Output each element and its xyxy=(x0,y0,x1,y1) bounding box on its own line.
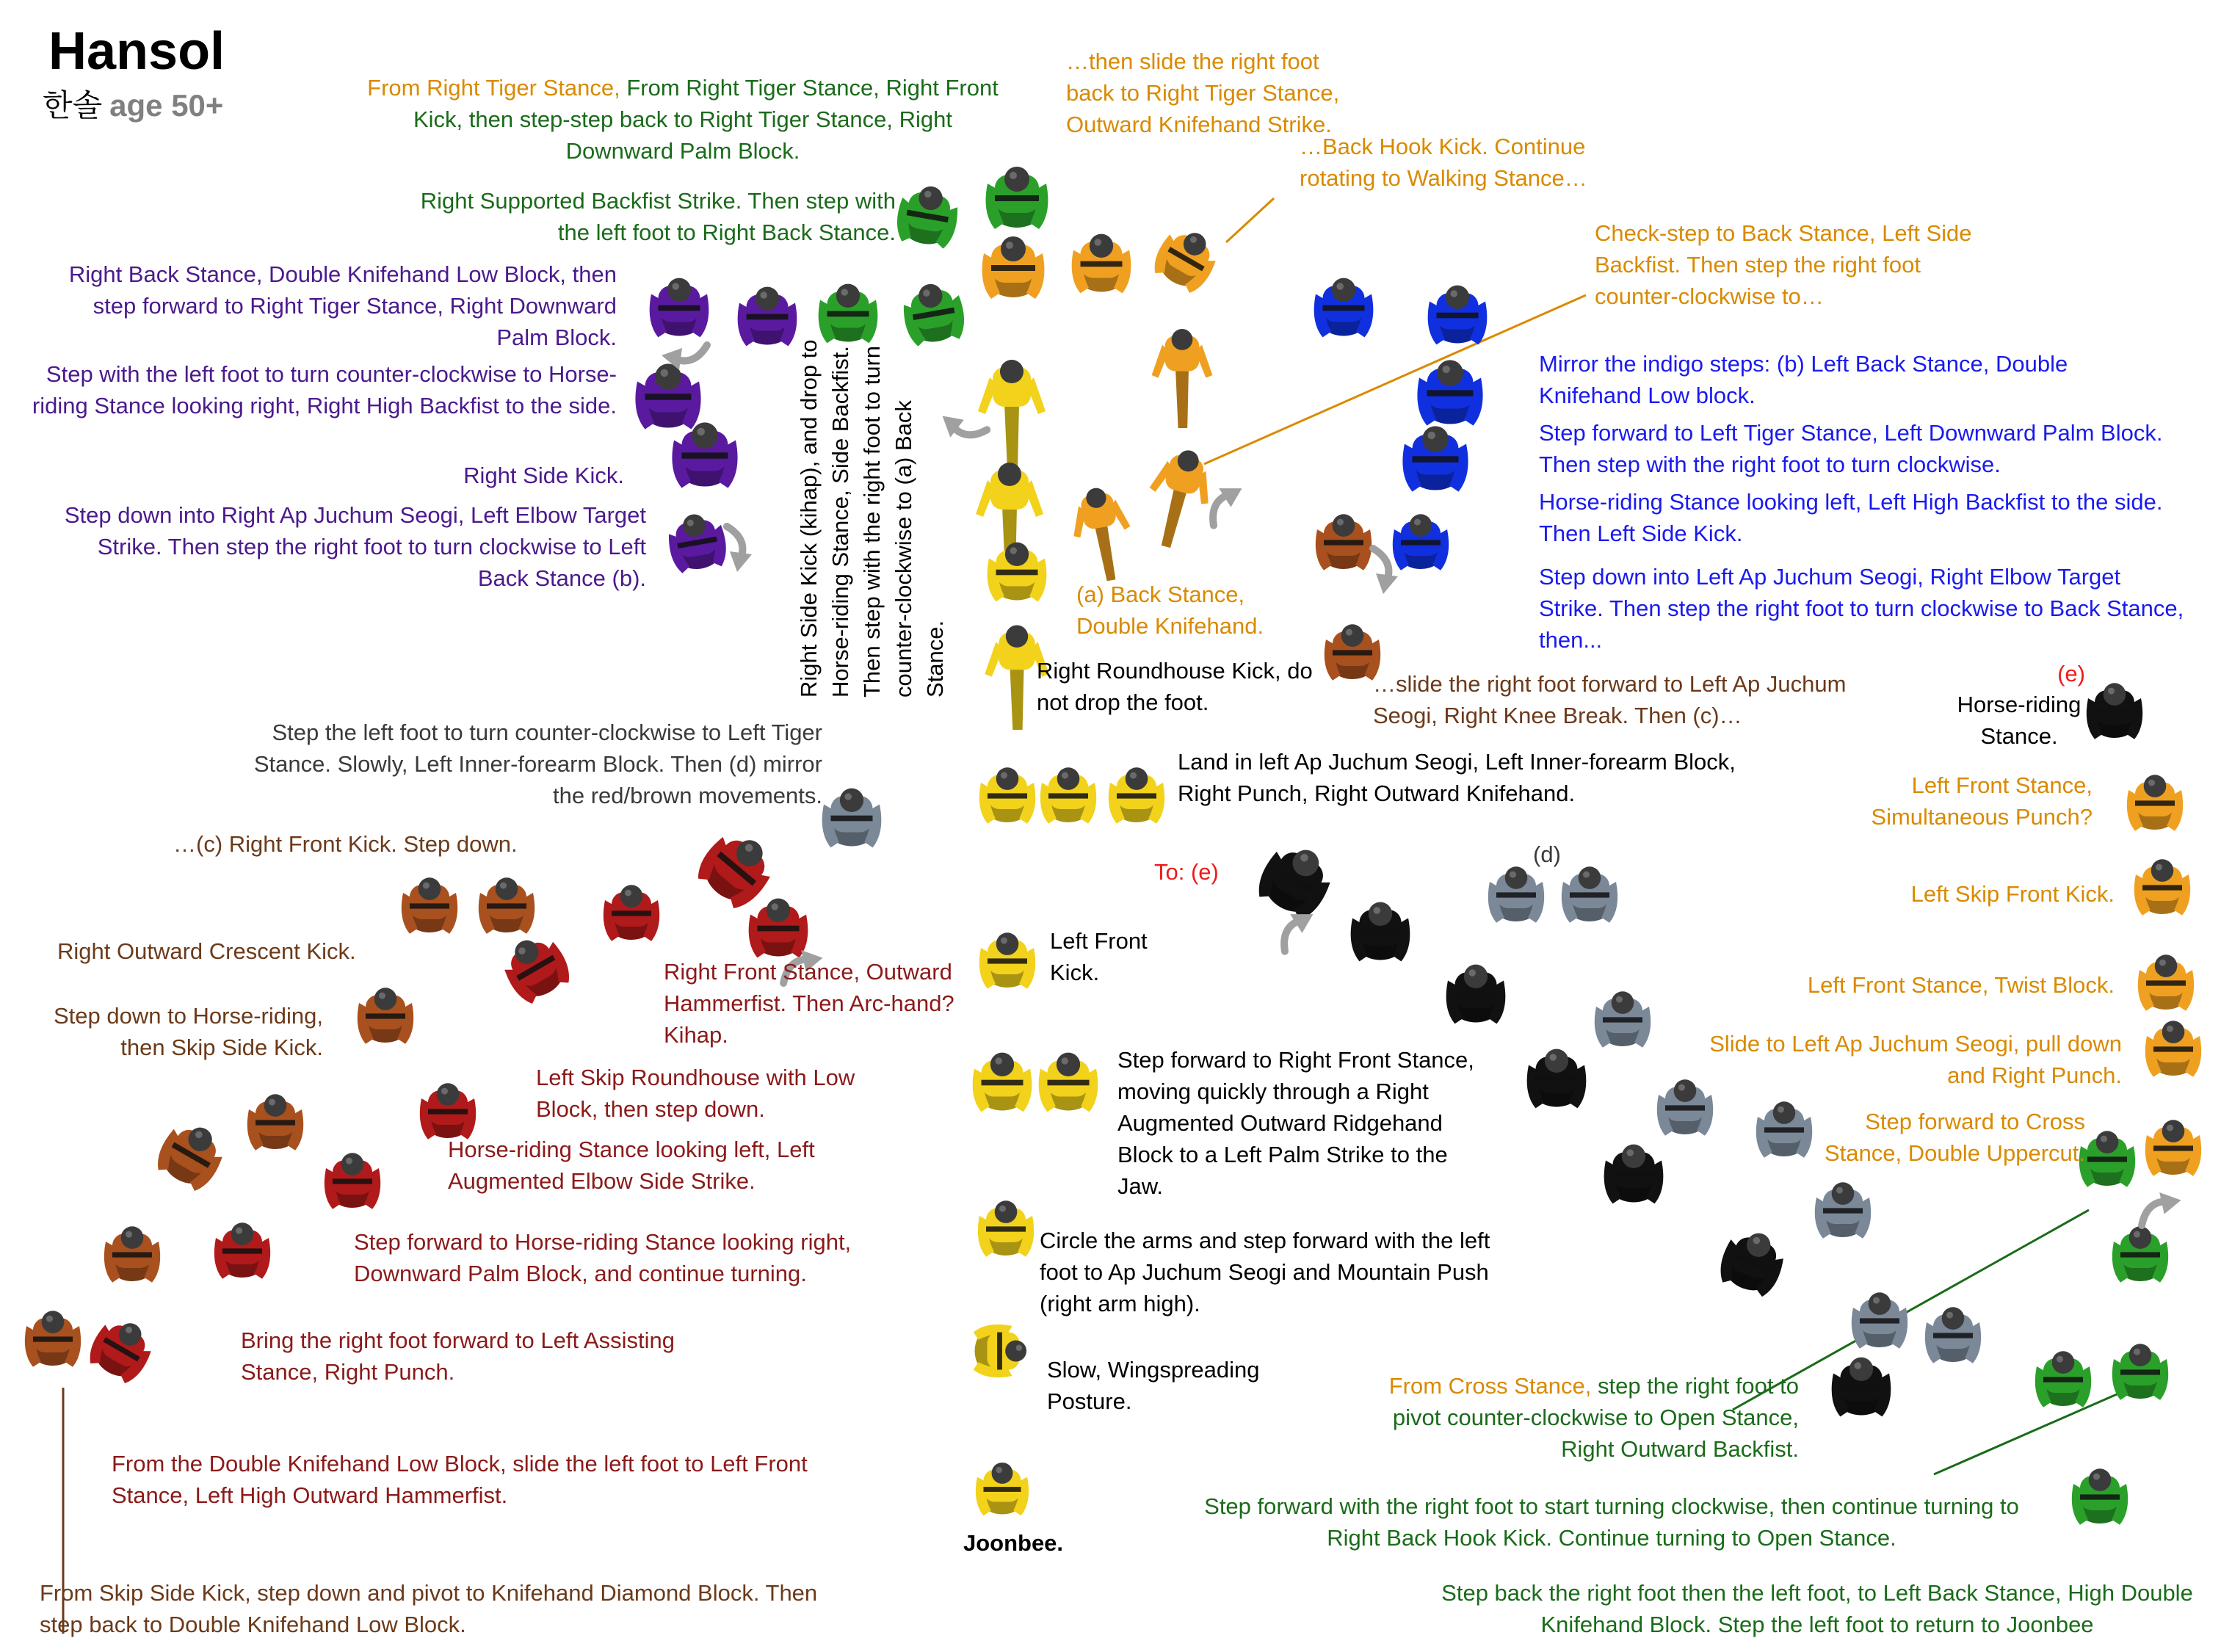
figure-yellow-joonbee xyxy=(976,1463,1029,1515)
figure-black-5 xyxy=(1604,1145,1664,1204)
caption-left-tiger-palm: Step forward to Left Tiger Stance, Left Downward Palm Block. Then step with the right foot to turn clockwise. xyxy=(1539,420,2163,477)
figure-brown-4 xyxy=(247,1094,303,1151)
caption-double-knife-hammer: From the Double Knifehand Low Block, slide the left foot to Left Front Stance, Left High Outward Hammerfist. xyxy=(112,1451,808,1508)
caption-knee-break: …slide the right foot forward to Left Ap Juchum Seogi, Right Knee Break. Then (c)… xyxy=(1373,671,1847,728)
caption-roundhouse: Right Roundhouse Kick, do not drop the foot. xyxy=(1037,658,1313,715)
caption-assisting: Bring the right foot forward to Left Assisting Stance, Right Punch. xyxy=(241,1327,675,1385)
figure-brown-2 xyxy=(479,877,535,934)
caption-c-front-kick: …(c) Right Front Kick. Step down. xyxy=(173,831,518,857)
figure-orange-3 xyxy=(1148,220,1225,297)
caption-crescent: Right Outward Crescent Kick. xyxy=(57,938,356,964)
caption-slide-ap-juchum: Slide to Left Ap Juchum Seogi, pull down and Right Punch. xyxy=(1709,1031,2122,1088)
caption-to-e: To: (e) xyxy=(1154,859,1219,885)
figure-red-4 xyxy=(495,927,576,1008)
leader-line-back-hook xyxy=(1226,198,1274,242)
figure-green-r3 xyxy=(2035,1351,2091,1408)
caption-left-skip-roundhouse: Left Skip Roundhouse with Low Block, then step down. xyxy=(536,1065,855,1122)
figure-orange-5 xyxy=(1066,483,1139,585)
figure-yellow-9 xyxy=(973,1053,1032,1112)
figure-orange-r4 xyxy=(2145,1021,2201,1077)
caption-back-hook: …Back Hook Kick. Continue rotating to Walking Stance… xyxy=(1300,134,1587,191)
page-title: Hansol xyxy=(48,22,225,81)
figure-green-r4 xyxy=(2112,1344,2168,1400)
figure-black-4 xyxy=(1527,1049,1587,1109)
caption-joonbee: Joonbee. xyxy=(963,1530,1064,1556)
caption-open-backfist xyxy=(1351,1370,1799,1465)
caption-right-side-kick: Right Side Kick. xyxy=(463,463,624,488)
caption-check-step: Check-step to Back Stance, Left Side Backfist. Then step the right foot counter-clockwise to… xyxy=(1595,220,1972,309)
figure-red-8 xyxy=(84,1311,160,1387)
figure-orange-r1 xyxy=(2127,775,2183,831)
caption-left-skip-front: Left Skip Front Kick. xyxy=(1910,881,2115,907)
caption-ap-juchum-left: Step down into Left Ap Juchum Seogi, Right Elbow Target Strike. Then step the right foot to turn clockwise to Back Stance, then... xyxy=(1539,564,2184,653)
figure-indigo-1 xyxy=(650,278,709,338)
figure-green-r2 xyxy=(2112,1226,2168,1283)
figure-brown-6 xyxy=(104,1226,160,1283)
turn-arrow-icon-green xyxy=(2133,1187,2184,1225)
figure-black-7 xyxy=(1832,1358,1891,1417)
caption-horse-left-backfist: Horse-riding Stance looking left, Left High Backfist to the side. Then Left Side Kick. xyxy=(1539,489,2163,546)
caption-e-label: (e) xyxy=(2057,661,2085,686)
figure-green-2 xyxy=(894,181,962,250)
leader-line-check-step xyxy=(1204,295,1586,464)
caption-vertical-kihap: Right Side Kick (kihap), and drop to Horse-riding Stance, Side Backfist. Then step with the right foot to turn counter-clockwise to (a) Back Stance. xyxy=(796,339,948,698)
figure-indigo-2 xyxy=(738,287,797,347)
figure-red-3 xyxy=(604,885,659,941)
caption-horse-downward: Step forward to Horse-riding Stance looking right, Downward Palm Block, and continue turning. xyxy=(354,1229,852,1286)
figure-black-2 xyxy=(1351,902,1410,962)
caption-step-left-ccw: Step with the left foot to turn counter-clockwise to Horse-riding Stance looking right, Right High Backfist to the side. xyxy=(32,361,617,419)
caption-horse-elbow: Horse-riding Stance looking left, Left Augmented Elbow Side Strike. xyxy=(448,1137,815,1194)
figure-orange-1 xyxy=(982,236,1045,299)
caption-back-hook-green: Step forward with the right foot to start turning clockwise, then continue turning to Right Back Hook Kick. Continue turning to Open Stance. xyxy=(1204,1493,2019,1551)
figure-yellow-5 xyxy=(979,767,1035,824)
caption-open-backfist-a: From Cross Stance, xyxy=(1388,1373,1592,1399)
figure-green-r5 xyxy=(2072,1468,2128,1525)
figure-gray-4 xyxy=(1595,991,1651,1048)
figure-red-1 xyxy=(691,822,783,915)
figure-red-7 xyxy=(214,1222,270,1279)
figure-orange-r3 xyxy=(2138,954,2194,1011)
caption-a-back-stance: (a) Back Stance, Double Knifehand. xyxy=(1076,582,1264,639)
caption-e-horse: Horse-riding Stance. xyxy=(1957,692,2081,749)
figure-orange-kick xyxy=(1152,329,1213,428)
figure-brown-1 xyxy=(402,877,457,934)
caption-left-front-simul: Left Front Stance, Simultaneous Punch? xyxy=(1871,772,2093,830)
figure-gray-3 xyxy=(1562,866,1617,923)
figure-yellow-10 xyxy=(1039,1053,1098,1112)
caption-slide-back: …then slide the right foot back to Right Tiger Stance, Outward Knifehand Strike. xyxy=(1066,48,1340,137)
figure-blue-1 xyxy=(1314,278,1374,338)
age-label: age 50+ xyxy=(109,88,224,123)
figure-brown-7 xyxy=(25,1311,81,1367)
caption-left-tiger-slow: Step the left foot to turn counter-clockwise to Left Tiger Stance. Slowly, Left Inner-forearm Block. Then (d) mirror the red/brown movements. xyxy=(253,720,822,808)
caption-supported-backfist: Right Supported Backfist Strike. Then step with the left foot to Right Back Stance. xyxy=(420,188,896,245)
caption-left-front-twist: Left Front Stance, Twist Block. xyxy=(1807,972,2115,998)
caption-tiger1: From Right Tiger Stance, From Right Tiger Stance, Right Front Kick, then step-step back to Right Tiger Stance, Right Downward Palm Block. xyxy=(367,75,999,164)
caption-d-label: (d) xyxy=(1533,841,1561,867)
figure-red-2 xyxy=(749,899,808,958)
caption-mountain-push: Circle the arms and step forward with the left foot to Ap Juchum Seogi and Mountain Push (right arm high). xyxy=(1040,1228,1490,1316)
caption-rbs-double: Right Back Stance, Double Knifehand Low Block, then step forward to Right Tiger Stance, Right Downward Palm Block. xyxy=(68,261,617,350)
figure-blue-2 xyxy=(1428,286,1488,345)
figure-gray-7 xyxy=(1815,1182,1871,1239)
figure-blue-3 xyxy=(1417,360,1482,425)
figure-yellow-12 xyxy=(974,1325,1026,1377)
figure-red-6 xyxy=(325,1153,380,1209)
caption-left-front-kick: Left Front Kick. xyxy=(1050,928,1148,985)
caption-left-back-high: Step back the right foot then the left foot, to Left Back Stance, High Double Knifehand Block. Step the left foot to return to Joonbee xyxy=(1441,1580,2193,1637)
caption-mirror-indigo: Mirror the indigo steps: (b) Left Back Stance, Double Knifehand Low block. xyxy=(1539,351,2068,408)
leader-line-left-back xyxy=(1934,1384,2140,1474)
caption-open-backfist-b: step the right foot to pivot counter-clockwise to Open Stance, Right Outward Backfist. xyxy=(1392,1373,1799,1462)
figure-blue-4 xyxy=(1402,426,1468,491)
figure-gray-9 xyxy=(1925,1307,1981,1363)
figure-yellow-1 xyxy=(978,360,1046,470)
turn-arrow-icon-indigo xyxy=(727,526,752,572)
figure-yellow-3 xyxy=(988,543,1047,602)
figure-orange-r5 xyxy=(2145,1120,2201,1176)
figure-green-1 xyxy=(986,167,1048,229)
figure-gray-1 xyxy=(822,789,882,848)
figure-green-r1 xyxy=(2079,1131,2135,1187)
figure-indigo-4 xyxy=(672,422,737,488)
figure-red-5 xyxy=(420,1083,476,1140)
caption-ap-juchum-right: Step down into Right Ap Juchum Seogi, Left Elbow Target Strike. Then step the right foot to turn clockwise to Left Back Stance (b). xyxy=(64,502,646,591)
figure-yellow-7 xyxy=(1109,767,1164,824)
caption-step-down-horse: Step down to Horse-riding, then Skip Side Kick. xyxy=(53,1003,323,1060)
caption-skip-side-diamond: From Skip Side Kick, step down and pivot to Knifehand Diamond Block. Then step back to Double Knifehand Low Block. xyxy=(40,1580,818,1637)
caption-right-front-hammer: Right Front Stance, Outward Hammerfist. Then Arc-hand? Kihap. xyxy=(664,959,954,1048)
figure-black-6 xyxy=(1714,1224,1790,1300)
figure-brown-top xyxy=(1316,514,1372,570)
figure-black-3 xyxy=(1446,965,1506,1024)
figure-blue-5 xyxy=(1393,514,1449,570)
caption-land-left-ap: Land in left Ap Juchum Seogi, Left Inner-forearm Block, Right Punch, Right Outward Knifehand. xyxy=(1178,749,1736,806)
caption-wingspreading: Slow, Wingspreading Posture. xyxy=(1047,1357,1260,1414)
figure-brown-5 xyxy=(151,1115,231,1195)
caption-tiger1-text: From Right Tiger Stance, Right Front Kick, then step-step back to Right Tiger Stance, Right Downward Palm Block. xyxy=(413,75,999,164)
figure-yellow-6 xyxy=(1040,767,1096,824)
caption-cross-stance: Step forward to Cross Stance, Double Uppercut. xyxy=(1825,1109,2085,1166)
figure-orange-2 xyxy=(1072,234,1131,294)
figure-orange-r2 xyxy=(2134,859,2190,916)
caption-step-forward-ridgehand: Step forward to Right Front Stance, moving quickly through a Right Augmented Outward Ridgehand Block to a Left Palm Strike to the Jaw. xyxy=(1117,1047,1474,1199)
figure-orange-4 xyxy=(1136,443,1220,554)
figure-yellow-11 xyxy=(978,1200,1034,1257)
figure-indigo-3 xyxy=(635,363,700,429)
figure-gray-8 xyxy=(1852,1292,1907,1349)
korean-name: 한솔 xyxy=(43,88,103,123)
figure-gray-2 xyxy=(1488,866,1544,923)
figure-brown-3 xyxy=(358,988,413,1044)
figure-indigo-5 xyxy=(664,510,730,575)
